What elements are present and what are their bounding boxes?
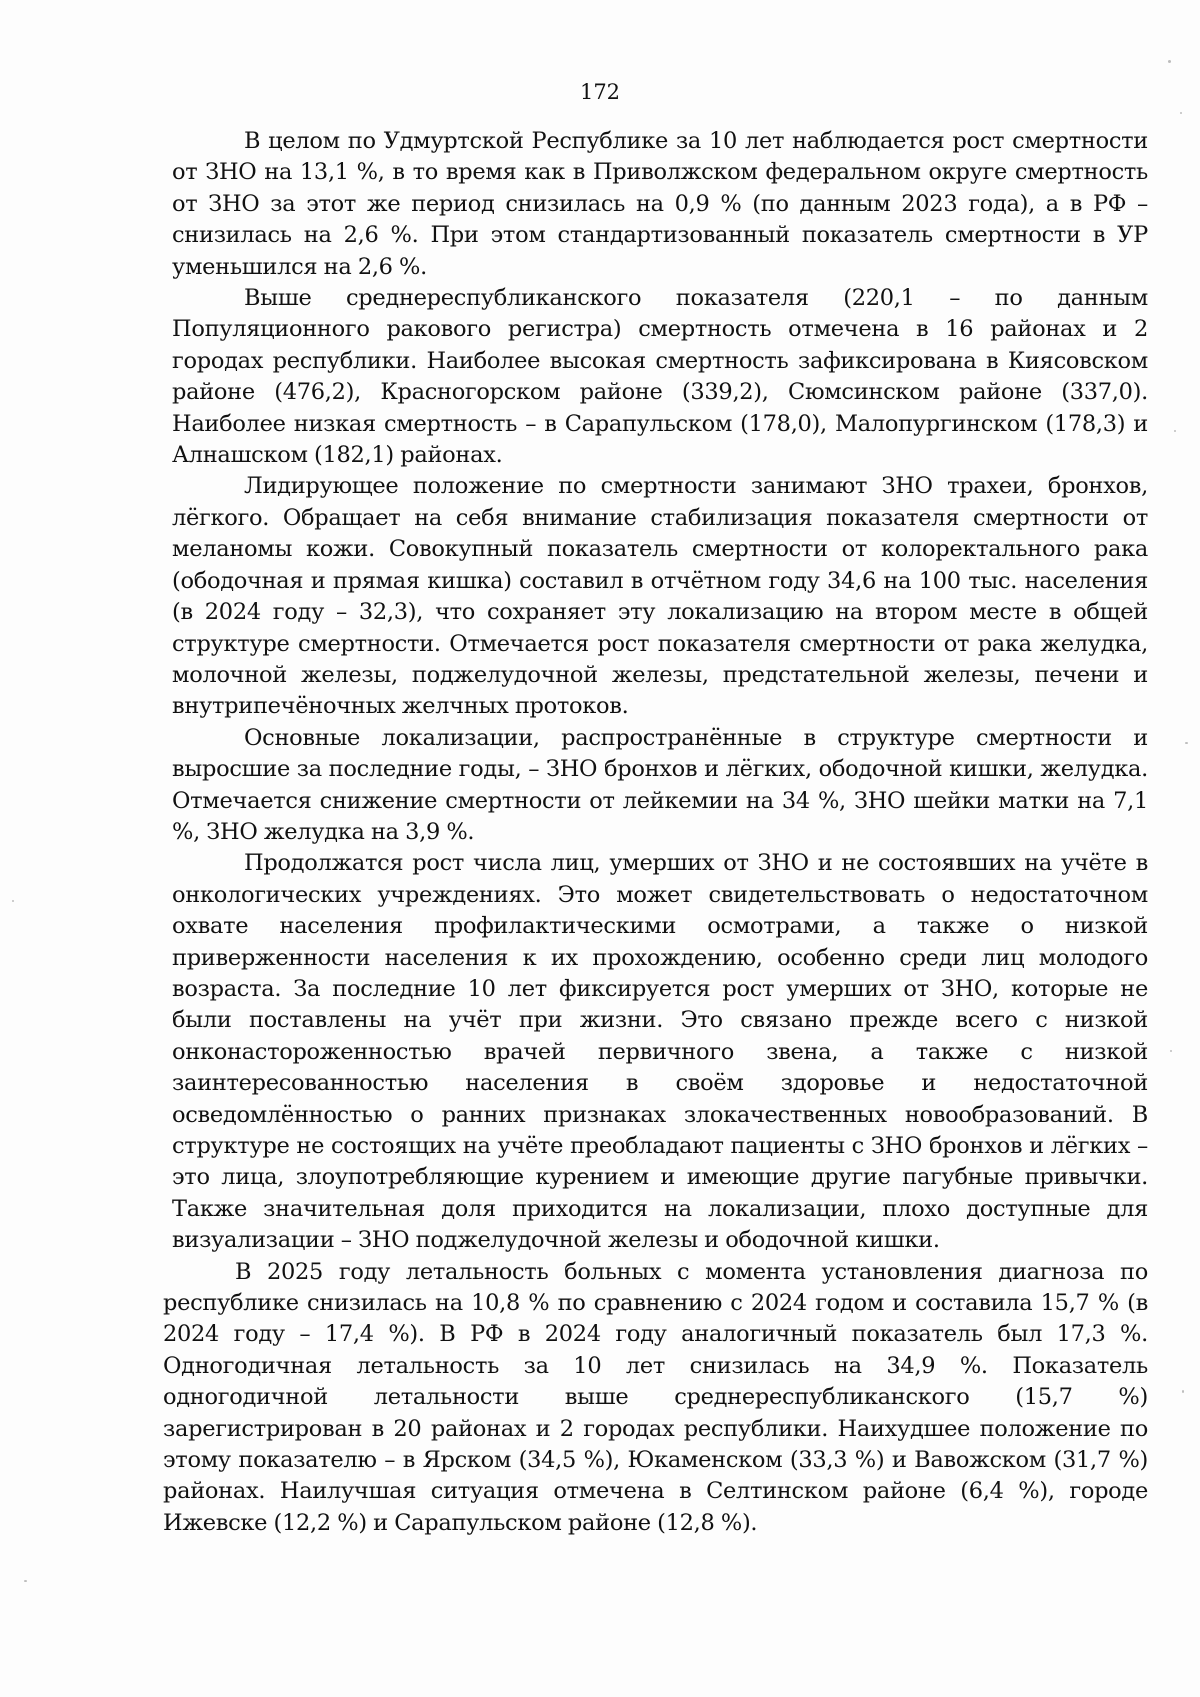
scan-speck [1170, 1050, 1172, 1052]
document-body [163, 126, 1148, 1539]
scan-speck [1185, 742, 1188, 744]
paragraph-district-mortality: Выше среднереспубликанского показателя (220,1 – по данным Популяционного ракового регистра) смертность отмечена в 16 районах и 2 городах республики. Наиболее высокая смертность зафиксирована в Киясовском районе (476,2), Красногорском районе (339,2), Сюмсинском районе (337,0). Наиболее низкая смертность – в Сарапульском (178,0), Малопургинском (178,3) и Алнашском (182,1) районах. [172, 285, 1148, 469]
paragraph-lethality: В 2025 году летальность больных с момента установления диагноза по республике снизилась на 10,8 % по сравнению с 2024 годом и составила 15,7 % (в 2024 году – 17,4 %). В РФ в 2024 году аналогичный показатель был 17,3 %. Одногодичная летальность за 10 лет снизилась на 34,9 %. Показатель одногодичной летальности выше среднереспубликанского (15,7 %) зарегистрирован в 20 районах и 2 городах республики. Наихудшее положение по этому показателю – в Ярском (34,5 %), Юкаменском (33,3 %) и Вавожском (31,7 %) районах. Наилучшая ситуация отмечена в Селтинском районе (6,4 %), городе Ижевске (12,2 %) и Сарапульском районе (12,8 %). [163, 1258, 1148, 1536]
scan-speck [1180, 112, 1182, 114]
scan-speck [24, 1580, 27, 1582]
scan-speck [12, 900, 14, 902]
paragraph-mortality-trend: В целом по Удмуртской Республике за 10 лет наблюдается рост смертности от ЗНО на 13,1 %, в то время как в Приволжском федеральном округе смертность от ЗНО за этот же период снизилась на 0,9 % (по данным 2023 года), а в РФ – снизилась на 2,6 %. При этом стандартизованный показатель смертности в УР уменьшился на 2,6 %. [172, 128, 1148, 280]
page-number: 172 [579, 80, 621, 104]
scan-speck [1174, 430, 1176, 432]
paragraph-main-localizations: Основные локализации, распространённые в структуре смертности и выросшие за последние годы, – ЗНО бронхов и лёгких, ободочной кишки, желудка. Отмечается снижение смертности от лейкемии на 34 %, ЗНО шейки матки на 7,1 %, ЗНО желудка на 3,9 %. [172, 724, 1148, 845]
paragraph-leading-causes: Лидирующее положение по смертности занимают ЗНО трахеи, бронхов, лёгкого. Обращает на себя внимание стабилизация показателя смертности от меланомы кожи. Совокупный показатель смертности от колоректального рака (ободочная и прямая кишка) составил в отчётном году 34,6 на 100 тыс. населения (в 2024 году – 32,3), что сохраняет эту локализацию на втором месте в общей структуре смертности. Отмечается рост показателя смертности от рака желудка, молочной железы, поджелудочной железы, предстательной железы, печени и внутрипечёночных желчных протоков. [172, 473, 1148, 720]
scan-speck [1168, 60, 1171, 63]
paragraph-unregistered-deaths: Продолжатся рост числа лиц, умерших от ЗНО и не состоявших на учёте в онкологических учреждениях. Это может свидетельствовать о недостаточном охвате населения профилактическими осмотрами, а также о низкой приверженности населения к их прохождению, особенно среди лиц молодого возраста. За последние 10 лет фиксируется рост умерших от ЗНО, которые не были поставлены на учёт при жизни. Это связано прежде всего с низкой онконастороженностью врачей первичного звена, а также с низкой заинтересованностью населения в своём здоровье и недостаточной осведомлённостью о ранних признаках злокачественных новообразований. В структуре не состоящих на учёте преобладают пациенты с ЗНО бронхов и лёгких – это лица, злоупотребляющие курением и имеющие другие пагубные привычки. Также значительная доля приходится на локализации, плохо доступные для визуализации – ЗНО поджелудочной железы и ободочной кишки. [172, 850, 1148, 1254]
scan-speck [1182, 1390, 1184, 1393]
